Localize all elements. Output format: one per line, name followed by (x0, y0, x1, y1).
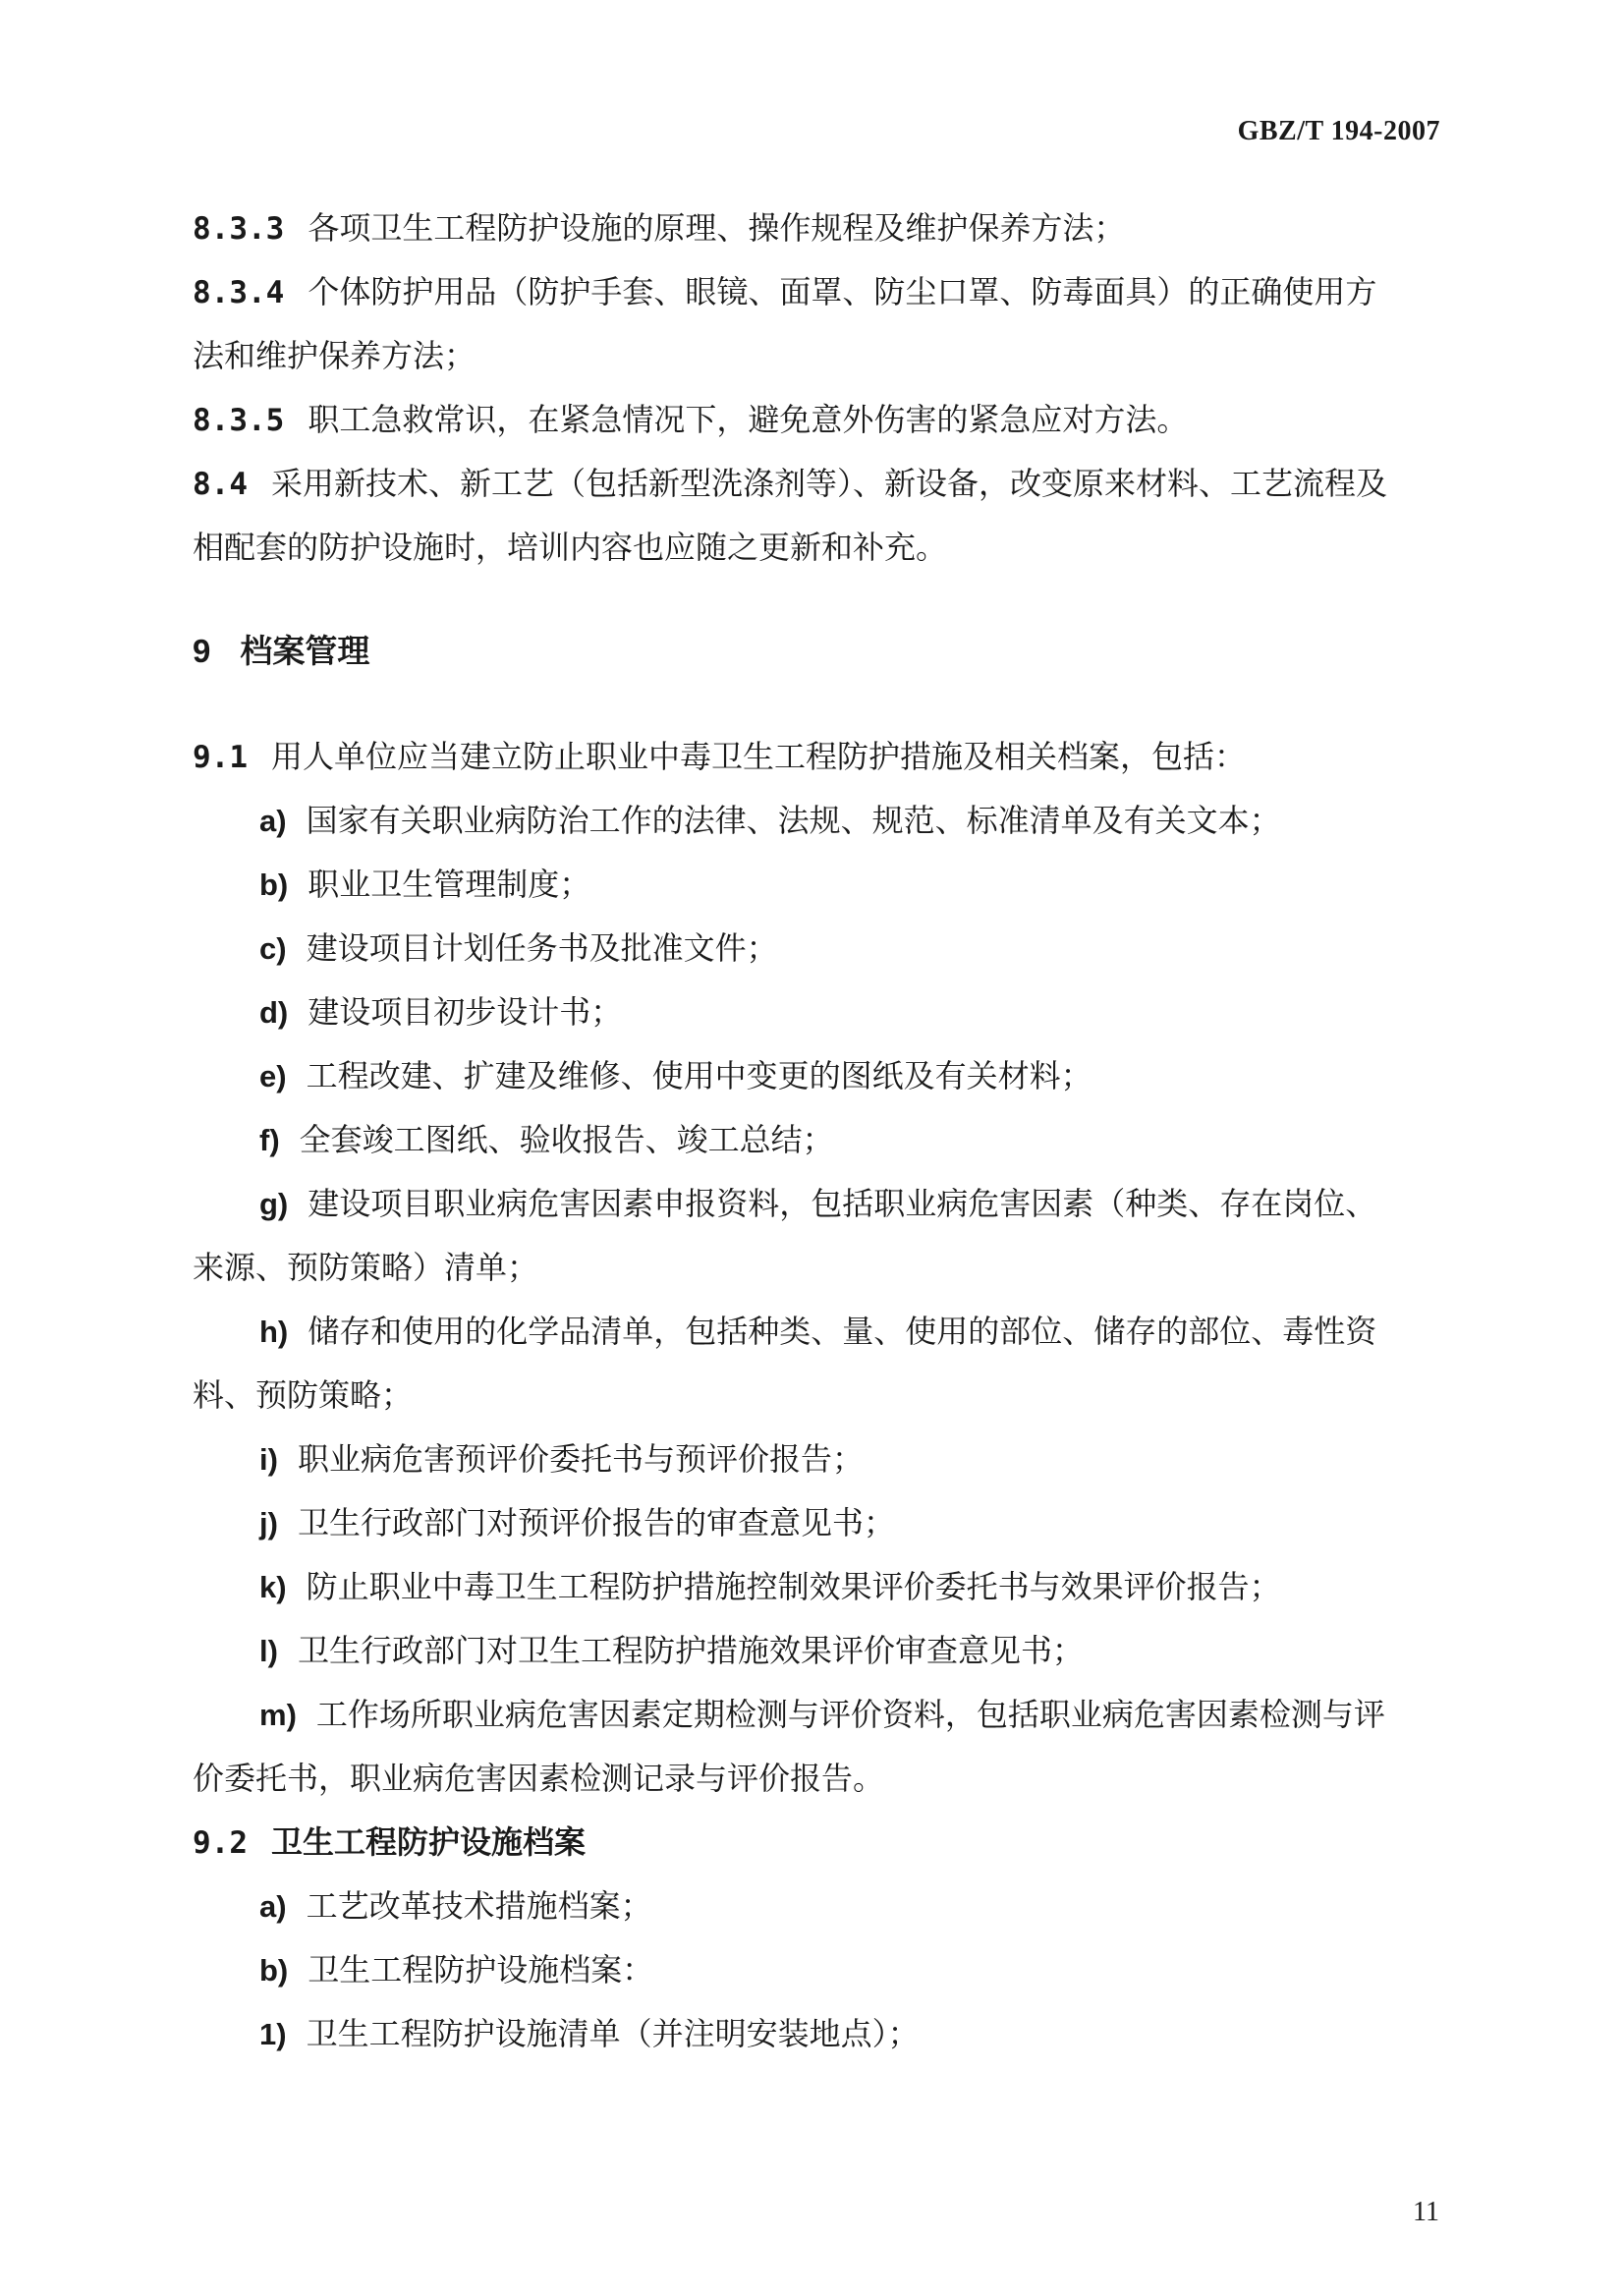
clause-text: 职工急救常识，在紧急情况下，避免意外伤害的紧急应对方法。 (308, 401, 1189, 438)
clause-8-3-4-continuation: 法和维护保养方法； (193, 337, 476, 374)
list-item (193, 1555, 1440, 1619)
list-item-continuation: 料、预防策略； (193, 1376, 414, 1414)
item-text: 建设项目计划任务书及批准文件； (306, 929, 778, 967)
item-text: 卫生工程防护设施档案： (308, 1951, 654, 1988)
clause-8-3-4 (193, 260, 1440, 324)
item-text: 建设项目职业病危害因素申报资料，包括职业病危害因素（种类、存在岗位、 (308, 1185, 1377, 1222)
item-label: f) (259, 1123, 280, 1157)
item-label: m) (259, 1698, 297, 1732)
clause-8-3-3 (193, 196, 1440, 260)
list-item (193, 1491, 1440, 1555)
item-text: 全套竣工图纸、验收报告、竣工总结； (299, 1121, 834, 1158)
item-text: 卫生行政部门对卫生工程防护措施效果评价审查意见书； (297, 1632, 1084, 1669)
item-text: 工作场所职业病危害因素定期检测与评价资料，包括职业病危害因素检测与评 (315, 1696, 1385, 1733)
standard-code: GBZ/T 194-2007 (1237, 116, 1440, 146)
clause-8-3-5 (193, 388, 1440, 452)
item-label: j) (259, 1506, 278, 1540)
list-item (193, 1108, 1440, 1172)
list-item (193, 1683, 1440, 1747)
list-item (193, 1619, 1440, 1683)
item-text: 建设项目初步设计书； (308, 993, 623, 1031)
item-label: l) (259, 1634, 278, 1668)
clause-number: 9.1 (193, 740, 248, 775)
section-title: 档案管理 (240, 632, 370, 670)
clause-text: 采用新技术、新工艺（包括新型洗涤剂等）、新设备，改变原来材料、工艺流程及 (271, 465, 1388, 502)
item-label: a) (259, 804, 287, 838)
item-label: g) (259, 1187, 289, 1221)
clause-number: 8.3.4 (193, 275, 285, 310)
item-label: k) (259, 1570, 287, 1604)
item-text: 工艺改革技术措施档案； (306, 1887, 652, 1925)
section-number: 9 (193, 633, 211, 669)
list-item (193, 1172, 1440, 1236)
list-item (193, 917, 1440, 980)
list-item (193, 1875, 1440, 1938)
clause-text: 各项卫生工程防护设施的原理、操作规程及维护保养方法； (308, 209, 1126, 247)
page-number: 11 (1413, 2197, 1439, 2227)
clause-number: 8.3.5 (193, 403, 285, 438)
item-text: 工程改建、扩建及维修、使用中变更的图纸及有关材料； (306, 1057, 1092, 1094)
clause-number: 8.4 (193, 467, 248, 502)
item-text: 卫生行政部门对预评价报告的审查意见书； (297, 1504, 895, 1541)
item-label: d) (259, 995, 289, 1030)
item-label: b) (259, 868, 289, 902)
clause-9-2 (193, 1811, 1440, 1875)
item-text: 职业卫生管理制度； (308, 866, 591, 903)
list-item-continuation: 来源、预防策略）清单； (193, 1249, 539, 1286)
item-label: c) (259, 931, 287, 966)
clause-number: 9.2 (193, 1825, 248, 1861)
item-label: 1) (259, 2017, 287, 2051)
list-item (193, 789, 1440, 853)
clause-8-4-continuation: 相配套的防护设施时，培训内容也应随之更新和补充。 (193, 529, 948, 566)
list-item (193, 2002, 1440, 2066)
clause-9-1 (193, 725, 1440, 789)
item-text: 国家有关职业病防治工作的法律、法规、规范、标准清单及有关文本； (306, 802, 1281, 839)
section-9-heading (193, 619, 1440, 683)
item-text: 卫生工程防护设施清单（并注明安装地点）； (306, 2015, 920, 2052)
item-text: 职业病危害预评价委托书与预评价报告； (297, 1440, 864, 1478)
list-item (193, 1300, 1440, 1364)
list-item (193, 853, 1440, 917)
item-label: h) (259, 1315, 289, 1349)
list-item (193, 1044, 1440, 1108)
item-label: i) (259, 1442, 278, 1477)
item-text: 防止职业中毒卫生工程防护措施控制效果评价委托书与效果评价报告； (306, 1568, 1281, 1605)
list-item (193, 1938, 1440, 2002)
item-label: b) (259, 1953, 289, 1988)
list-item (193, 1428, 1440, 1491)
clause-8-4 (193, 452, 1440, 516)
clause-title: 卫生工程防护设施档案 (271, 1823, 587, 1861)
clause-text: 用人单位应当建立防止职业中毒卫生工程防护措施及相关档案，包括： (271, 738, 1247, 775)
item-label: a) (259, 1889, 287, 1924)
list-item (193, 980, 1440, 1044)
clause-number: 8.3.3 (193, 211, 285, 247)
item-text: 储存和使用的化学品清单，包括种类、量、使用的部位、储存的部位、毒性资 (308, 1313, 1377, 1350)
clause-text: 个体防护用品（防护手套、眼镜、面罩、防尘口罩、防毒面具）的正确使用方 (308, 273, 1377, 310)
page-content (193, 196, 1440, 2066)
list-item-continuation: 价委托书，职业病危害因素检测记录与评价报告。 (193, 1760, 885, 1797)
item-label: e) (259, 1059, 287, 1093)
